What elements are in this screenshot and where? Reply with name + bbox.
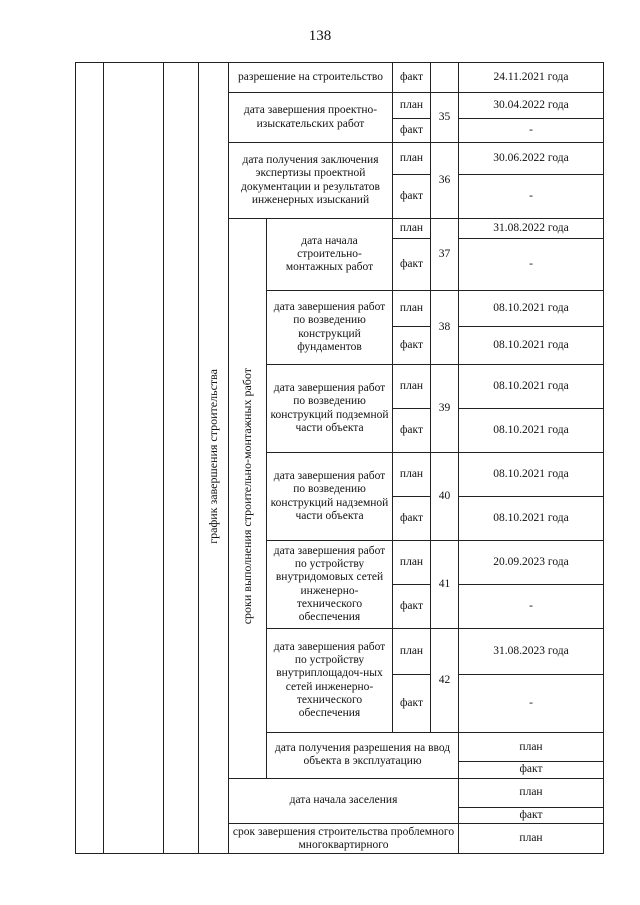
row-39-fact-value: 08.10.2021 года (459, 409, 604, 453)
row-40-fact-value: 08.10.2021 года (459, 497, 604, 541)
row-39-label: дата завершения работ по возведению конструкций подземной части объекта (267, 365, 393, 453)
construction-schedule-table (75, 62, 604, 854)
empty-number-cell (431, 63, 459, 93)
row-36-plan-label: план (393, 143, 431, 175)
row-40-number: 40 (431, 453, 459, 541)
works-vertical-label: сроки выполнения строительно-монтажных работ (239, 368, 254, 625)
row-37-plan-value: 31.08.2022 года (459, 219, 604, 239)
schedule-vertical-cell (199, 63, 229, 854)
row-38-plan-label: план (393, 291, 431, 327)
row-43-label: дата получения разрешения на ввод объекта в эксплуатацию (267, 733, 459, 779)
empty-column-cell (104, 63, 164, 854)
row-42-number: 42 (431, 629, 459, 733)
row-44-label: дата начала заселения (229, 778, 459, 824)
row-40-fact-label: факт (393, 497, 431, 541)
row-36-fact-label: факт (393, 175, 431, 219)
row-41-plan-value: 20.09.2023 года (459, 541, 604, 585)
row-40-label: дата завершения работ по возведению конструкций надземной части объекта (267, 453, 393, 541)
permit-value: 24.11.2021 года (459, 63, 604, 93)
row-35-number: 35 (431, 93, 459, 143)
row-43-plan-label: план (459, 733, 604, 762)
row-41-fact-value: - (459, 585, 604, 629)
row-38-label: дата завершения работ по возведению конструкций фундаментов (267, 291, 393, 365)
row-42-plan-value: 31.08.2023 года (459, 629, 604, 675)
row-36-fact-value: - (459, 175, 604, 219)
row-40-plan-value: 08.10.2021 года (459, 453, 604, 497)
row-44-fact-label: факт (459, 808, 604, 824)
row-42-fact-value: - (459, 675, 604, 733)
row-42-fact-label: факт (393, 675, 431, 733)
row-43-fact-label: факт (459, 762, 604, 778)
page-number: 138 (308, 28, 332, 44)
row-42-label: дата завершения работ по устройству внутриплощадоч-ных сетей инженерно-технического обеспечения (267, 629, 393, 733)
row-35-fact-value: - (459, 119, 604, 143)
row-39-fact-label: факт (393, 409, 431, 453)
row-37-fact-label: факт (393, 239, 431, 291)
row-44-plan-label: план (459, 778, 604, 807)
row-41-label: дата завершения работ по устройству внутридомовых сетей инженерно-технического обеспечения (267, 541, 393, 629)
permit-label: разрешение на строительство (229, 63, 393, 93)
row-35-label: дата завершения проектно-изыскательских работ (229, 93, 393, 143)
row-36-label: дата получения заключения экспертизы проектной документации и результатов инженерных изысканий (229, 143, 393, 219)
row-37-number: 37 (431, 219, 459, 291)
row-37-fact-value: - (459, 239, 604, 291)
row-41-plan-label: план (393, 541, 431, 585)
row-36-plan-value: 30.06.2022 года (459, 143, 604, 175)
row-45-plan-label: план (459, 824, 604, 854)
row-39-plan-label: план (393, 365, 431, 409)
empty-column-cell (76, 63, 104, 854)
row-40-plan-label: план (393, 453, 431, 497)
row-35-plan-value: 30.04.2022 года (459, 93, 604, 119)
row-45-label: срок завершения строительства проблемного многоквартирного (229, 824, 459, 854)
works-vertical-cell (229, 219, 267, 779)
empty-column-cell (164, 63, 199, 854)
row-35-fact-label: факт (393, 119, 431, 143)
schedule-vertical-label: график завершения строительства (205, 368, 220, 544)
row-38-plan-value: 08.10.2021 года (459, 291, 604, 327)
row-39-plan-value: 08.10.2021 года (459, 365, 604, 409)
row-38-number: 38 (431, 291, 459, 365)
row-41-fact-label: факт (393, 585, 431, 629)
row-38-fact-value: 08.10.2021 года (459, 327, 604, 365)
row-41-number: 41 (431, 541, 459, 629)
row-38-fact-label: факт (393, 327, 431, 365)
permit-status: факт (393, 63, 431, 93)
row-35-plan-label: план (393, 93, 431, 119)
row-36-number: 36 (431, 143, 459, 219)
row-42-plan-label: план (393, 629, 431, 675)
row-39-number: 39 (431, 365, 459, 453)
table-row (76, 63, 604, 93)
row-37-label: дата начала строительно-монтажных работ (267, 219, 393, 291)
row-37-plan-label: план (393, 219, 431, 239)
